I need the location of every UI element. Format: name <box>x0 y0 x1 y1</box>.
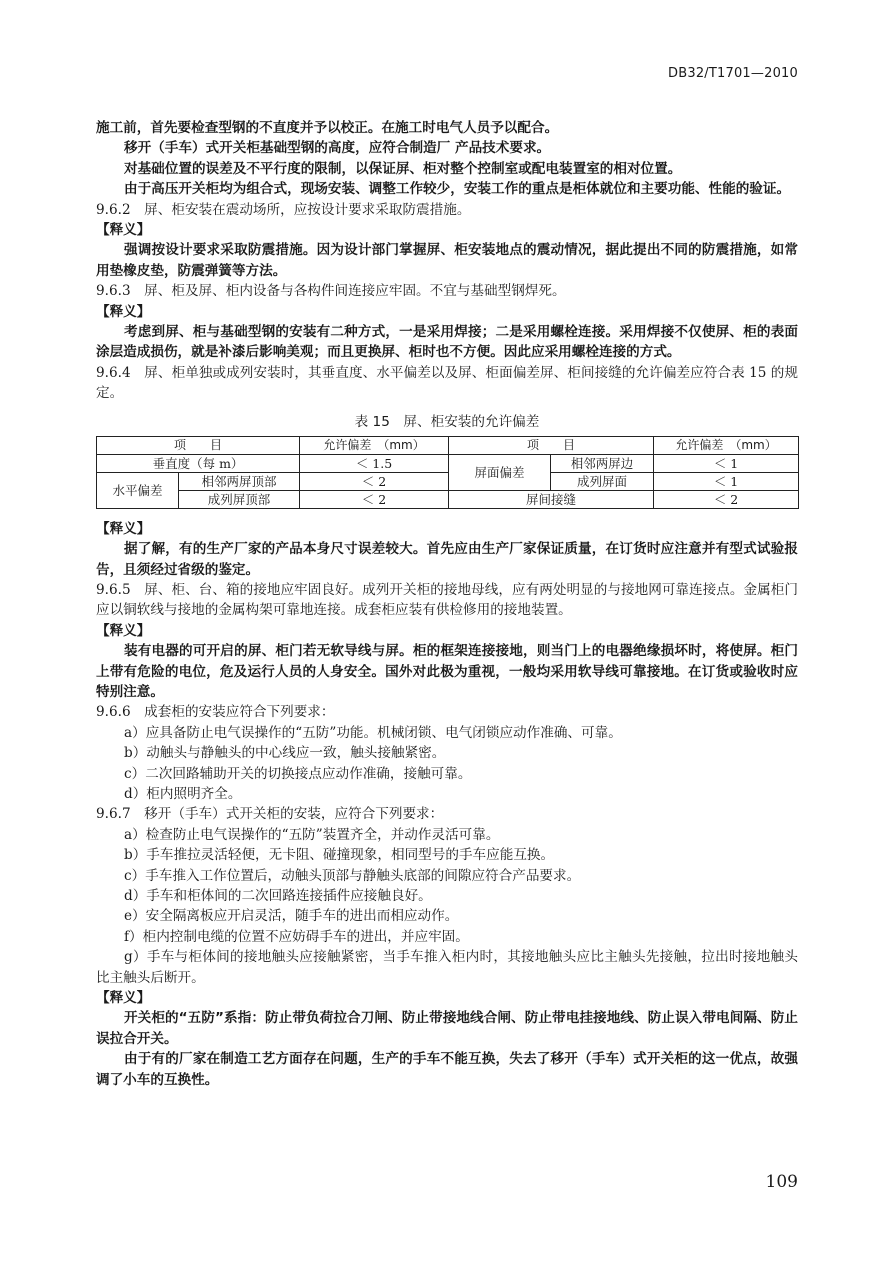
table-cell: ＜ 1 <box>654 472 799 490</box>
interpretation-text: 据了解，有的生产厂家的产品本身尺寸误差较大。首先应由生产厂家保证质量，在订货时应注意并有型式试验报告，且须经过省级的鉴定。 <box>96 541 798 578</box>
table-cell: 成列屏顶部 <box>179 490 300 508</box>
table-cell: ＜ 2 <box>654 490 799 508</box>
list-item: a）检查防止电气误操作的“五防”装置齐全，并动作灵活可靠。 <box>124 826 500 843</box>
clause-9-6-7: 9.6.7 移开（手车）式开关柜的安装，应符合下列要求： <box>96 806 444 823</box>
table-cell: ＜ 2 <box>300 472 449 490</box>
paragraph: 对基础位置的误差及不平行度的限制，以保证屏、柜对整个控制室或配电装置室的相对位置。 <box>124 160 682 177</box>
clause-9-6-6: 9.6.6 成套柜的安装应符合下列要求： <box>96 704 335 721</box>
table-cell: 相邻两屏顶部 <box>179 472 300 490</box>
table-cell: 屏间接缝 <box>449 490 654 508</box>
header-item: 项 目 <box>97 436 300 454</box>
interpretation-heading: 【释义】 <box>96 303 151 320</box>
header-item: 项 目 <box>449 436 654 454</box>
interpretation-text: 装有电器的可开启的屏、柜门若无软导线与屏。柜的框架连接接地，则当门上的电器绝缘损坏时，将使屏。柜门上带有危险的电位，危及运行人员的人身安全。国外对此极为重视，一般均采用软导线可靠接地。在订货或验收时应特别注意。 <box>96 643 798 700</box>
table-cell: ＜ 1.5 <box>300 454 449 472</box>
table-cell: 水平偏差 <box>97 472 179 508</box>
table-cell: 相邻两屏边 <box>551 454 654 472</box>
page-number: 109 <box>765 1172 798 1192</box>
list-item: d）手车和柜体间的二次回路连接插件应接触良好。 <box>124 888 432 904</box>
interpretation-heading: 【释义】 <box>96 222 151 239</box>
table-title: 表 15 屏、柜安装的允许偏差 <box>354 413 540 430</box>
list-item: d）柜内照明齐全。 <box>124 785 242 802</box>
list-item: a）应具备防止电气误操作的“五防”功能。机械闭锁、电气闭锁应动作准确、可靠。 <box>124 724 622 741</box>
interpretation-text: 开关柜的“五防”系指：防止带负荷拉合刀闸、防止带接地线合闸、防止带电挂接地线、防止误入带电间隔、防止误拉合开关。 <box>96 1010 798 1047</box>
table-cell: 屏面偏差 <box>449 454 551 490</box>
table-cell: 垂直度（每 m） <box>97 454 300 472</box>
list-item: b）手车推拉灵活轻便，无卡阻、碰撞现象，相同型号的手车应能互换。 <box>124 847 555 864</box>
interpretation-heading: 【释义】 <box>96 520 151 537</box>
interpretation-text: 由于有的厂家在制造工艺方面存在问题，生产的手车不能互换，失去了移开（手车）式开关柜的这一优点，故强调了小车的互换性。 <box>96 1051 798 1088</box>
table-cell: ＜ 1 <box>654 454 799 472</box>
table-row <box>97 472 799 490</box>
list-item: g）手车与柜体间的接地触头应接触紧密，当手车推入柜内时，其接地触头应比主触头先接触，拉出时接地触头比主触头后断开。 <box>96 949 798 986</box>
document-code: DB32/T1701—2010 <box>668 66 798 81</box>
table-cell: 成列屏面 <box>551 472 654 490</box>
list-item: c）手车推入工作位置后，动触头顶部与静触头底部的间隙应符合产品要求。 <box>124 867 581 884</box>
paragraph: 由于高压开关柜均为组合式，现场安装、调整工作较少，安装工作的重点是柜体就位和主要功能、性能的验证。 <box>124 181 791 198</box>
header-deviation: 允许偏差 （mm） <box>654 436 799 454</box>
clause-9-6-2: 9.6.2 屏、柜安装在震动场所，应按设计要求采取防震措施。 <box>96 201 471 218</box>
paragraph: 移开（手车）式开关柜基础型钢的高度，应符合制造厂 产品技术要求。 <box>124 140 551 157</box>
interpretation-heading: 【释义】 <box>96 990 151 1007</box>
list-item: e）安全隔离板应开启灵活，随手车的进出而相应动作。 <box>124 908 459 925</box>
paragraph: 施工前，首先要检查型钢的不直度并予以校正。在施工时电气人员予以配合。 <box>96 120 559 136</box>
clause-9-6-5: 9.6.5 屏、柜、台、箱的接地应牢固良好。成列开关柜的接地母线，应有两处明显的与接地网可靠连接点。金属柜门应以铜软线与接地的金属构架可靠地连接。成套柜应装有供检修用的接地装置。 <box>96 581 798 619</box>
clause-9-6-4: 9.6.4 屏、柜单独或成列安装时，其垂直度、水平偏差以及屏、柜面偏差屏、柜间接缝的允许偏差应符合表 15 的规定。 <box>96 364 798 402</box>
list-item: c）二次回路辅助开关的切换接点应动作准确，接触可靠。 <box>124 765 472 782</box>
interpretation-text: 强调按设计要求采取防震措施。因为设计部门掌握屏、柜安装地点的震动情况，据此提出不同的防震措施，如常用垫橡皮垫，防震弹簧等方法。 <box>96 242 798 279</box>
deviation-table <box>96 436 799 509</box>
header-deviation: 允许偏差 （mm） <box>300 436 449 454</box>
interpretation-heading: 【释义】 <box>96 622 151 639</box>
page-body <box>96 118 798 1090</box>
table-header-row <box>97 436 799 454</box>
table-row <box>97 490 799 508</box>
clause-9-6-3: 9.6.3 屏、柜及屏、柜内设备与各构件间连接应牢固。不宜与基础型钢焊死。 <box>96 283 566 300</box>
list-item: b）动触头与静触头的中心线应一致，触头接触紧密。 <box>124 745 446 762</box>
list-item: f）柜内控制电缆的位置不应妨碍手车的进出，并应牢固。 <box>124 928 469 945</box>
interpretation-text: 考虑到屏、柜与基础型钢的安装有二种方式，一是采用焊接；二是采用螺栓连接。采用焊接不仅使屏、柜的表面涂层造成损伤，就是补漆后影响美观；而且更换屏、柜时也不方便。因此应采用螺栓连接的方式。 <box>96 324 798 361</box>
table-row <box>97 454 799 472</box>
table-cell: ＜ 2 <box>300 490 449 508</box>
